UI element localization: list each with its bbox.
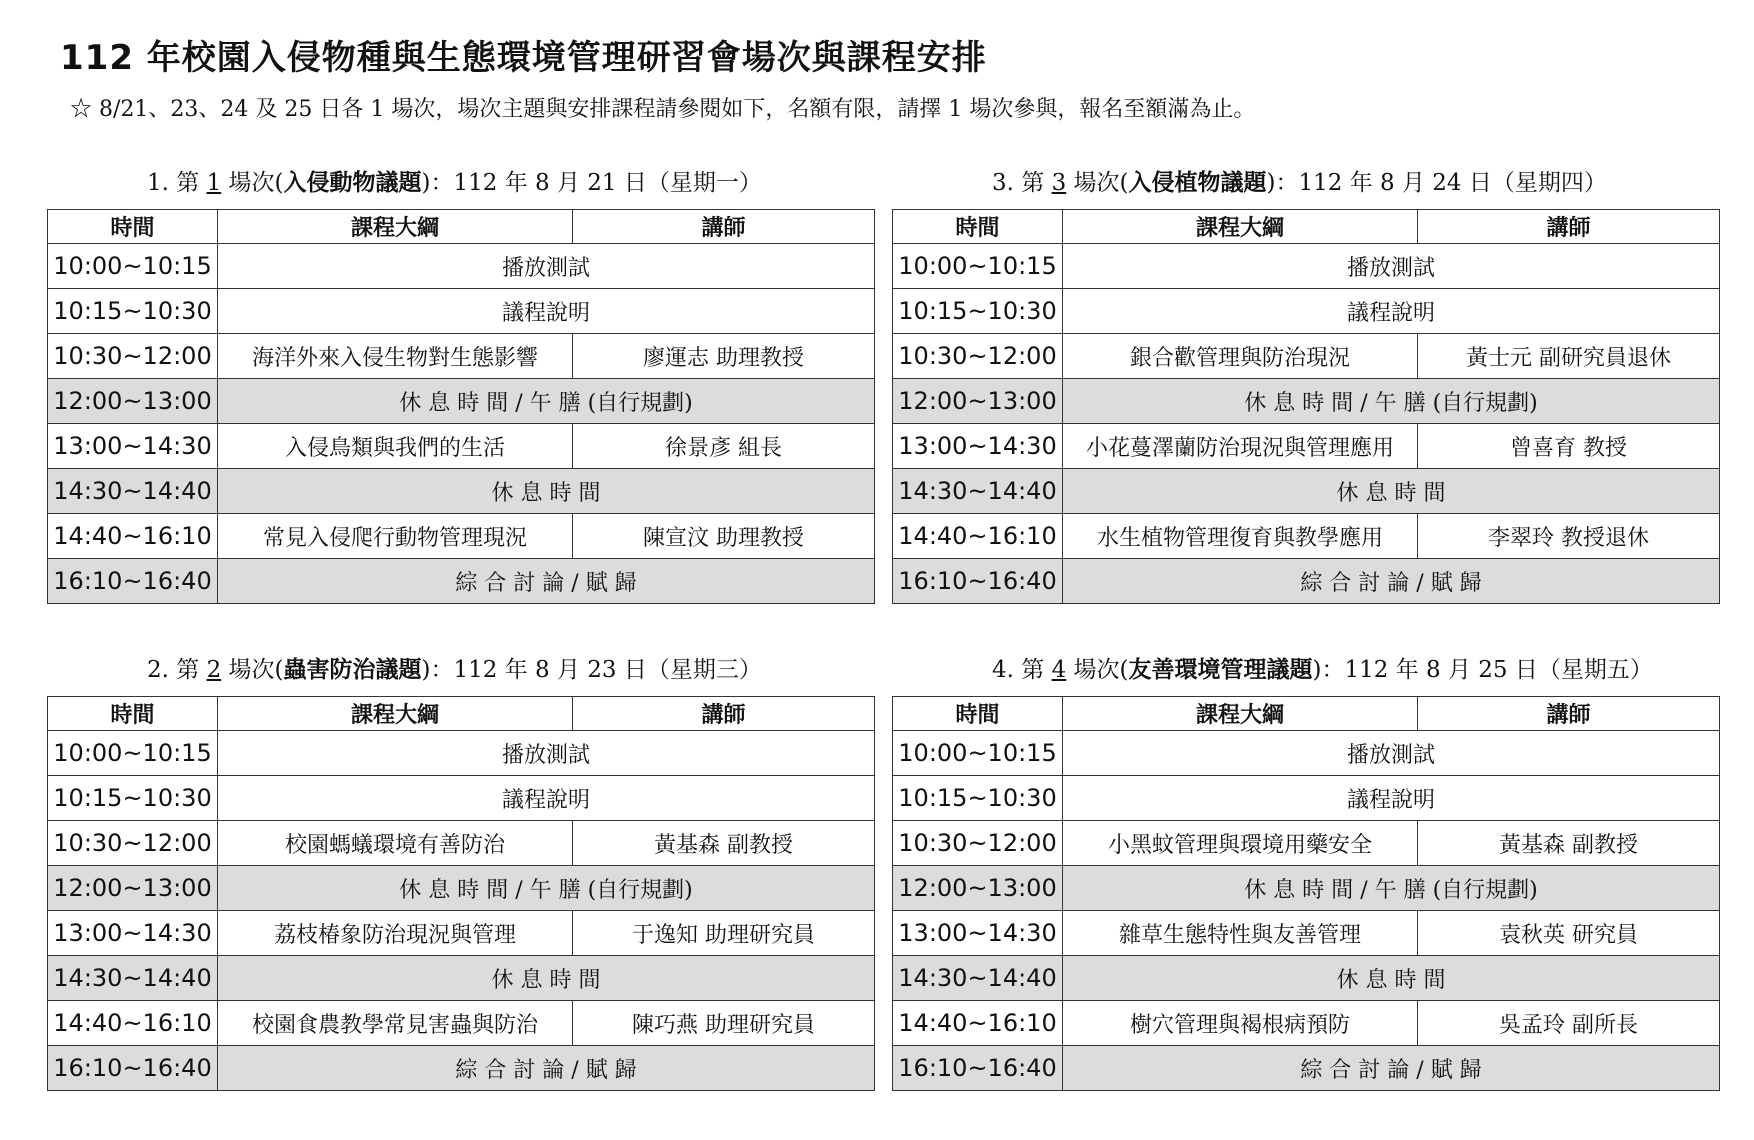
table-row [893,776,1720,821]
speaker-cell: 袁秋英 研究員 [1418,911,1720,956]
time-cell: 10:15~10:30 [48,289,218,334]
speaker-cell: 吳孟玲 副所長 [1418,1001,1720,1046]
session-heading [47,165,875,201]
speaker-cell: 陳巧燕 助理研究員 [573,1001,875,1046]
table-row [893,866,1720,911]
session-1 [47,165,875,604]
course-cell: 播放測試 [1063,244,1720,289]
speaker-cell: 黃基森 副教授 [573,821,875,866]
time-cell: 14:40~16:10 [48,514,218,559]
course-cell: 荔枝椿象防治現況與管理 [218,911,573,956]
break-cell: 休 息 時 間 / 午 膳 (自行規劃) [1063,866,1720,911]
time-cell: 10:30~12:00 [48,334,218,379]
time-cell: 10:30~12:00 [893,821,1063,866]
course-cell: 校園螞蟻環境有善防治 [218,821,573,866]
table-row [48,379,875,424]
page-title: 112 年校園入侵物種與生態環境管理研習會場次與課程安排 [60,38,987,78]
session-heading [892,652,1720,688]
time-cell: 14:40~16:10 [48,1001,218,1046]
course-cell: 播放測試 [1063,731,1720,776]
course-cell: 播放測試 [218,731,875,776]
time-cell: 14:30~14:40 [893,956,1063,1001]
header-time: 時間 [48,210,218,244]
heading-mid: 場次( [221,170,284,196]
table-row [893,911,1720,956]
course-cell: 入侵鳥類與我們的生活 [218,424,573,469]
break-cell: 休 息 時 間 [218,469,875,514]
table-row [48,1046,875,1091]
course-cell: 水生植物管理復育與教學應用 [1063,514,1418,559]
course-cell: 小花蔓澤蘭防治現況與管理應用 [1063,424,1418,469]
header-time: 時間 [893,697,1063,731]
header-course: 課程大綱 [1063,210,1418,244]
table-row [893,1046,1720,1091]
speaker-cell: 廖運志 助理教授 [573,334,875,379]
break-cell: 綜 合 討 論 / 賦 歸 [218,1046,875,1091]
speaker-cell: 曾喜育 教授 [1418,424,1720,469]
break-cell: 綜 合 討 論 / 賦 歸 [1063,559,1720,604]
time-cell: 16:10~16:40 [893,559,1063,604]
course-cell: 議程說明 [1063,289,1720,334]
schedule-table [892,209,1720,604]
speaker-cell: 黃基森 副教授 [1418,821,1720,866]
time-cell: 13:00~14:30 [893,911,1063,956]
time-cell: 14:40~16:10 [893,1001,1063,1046]
course-cell: 常見入侵爬行動物管理現況 [218,514,573,559]
time-cell: 13:00~14:30 [893,424,1063,469]
time-cell: 12:00~13:00 [48,866,218,911]
session-3 [892,165,1720,604]
table-row [893,956,1720,1001]
time-cell: 16:10~16:40 [48,559,218,604]
schedule-table [47,696,875,1091]
heading-prefix: 4. 第 [992,657,1052,683]
speaker-cell: 黃士元 副研究員退休 [1418,334,1720,379]
time-cell: 14:30~14:40 [48,469,218,514]
heading-mid: 場次( [221,657,284,683]
time-cell: 10:30~12:00 [893,334,1063,379]
table-row [48,514,875,559]
heading-mid: 場次( [1066,170,1129,196]
session-4 [892,652,1720,1091]
session-date: )：112 年 8 月 21 日（星期一） [421,170,762,196]
time-cell: 16:10~16:40 [893,1046,1063,1091]
session-2 [47,652,875,1091]
session-number: 2 [206,657,222,683]
header-speaker: 講師 [573,697,875,731]
header-course: 課程大綱 [218,210,573,244]
course-cell: 議程說明 [218,776,875,821]
header-course: 課程大綱 [218,697,573,731]
session-date: )：112 年 8 月 23 日（星期三） [421,657,762,683]
heading-prefix: 1. 第 [147,170,207,196]
time-cell: 10:00~10:15 [893,731,1063,776]
table-row [48,1001,875,1046]
time-cell: 12:00~13:00 [893,866,1063,911]
speaker-cell: 徐景彥 組長 [573,424,875,469]
session-date: )：112 年 8 月 24 日（星期四） [1266,170,1607,196]
session-number: 3 [1051,170,1067,196]
time-cell: 10:00~10:15 [893,244,1063,289]
course-cell: 樹穴管理與褐根病預防 [1063,1001,1418,1046]
speaker-cell: 李翠玲 教授退休 [1418,514,1720,559]
time-cell: 16:10~16:40 [48,1046,218,1091]
time-cell: 10:00~10:15 [48,731,218,776]
table-row [893,424,1720,469]
session-heading [892,165,1720,201]
time-cell: 14:40~16:10 [893,514,1063,559]
table-row [48,956,875,1001]
time-cell: 14:30~14:40 [48,956,218,1001]
table-row [48,244,875,289]
header-course: 課程大綱 [1063,697,1418,731]
heading-prefix: 3. 第 [992,170,1052,196]
session-topic: 入侵植物議題 [1128,169,1267,196]
speaker-cell: 于逸知 助理研究員 [573,911,875,956]
course-cell: 議程說明 [218,289,875,334]
time-cell: 12:00~13:00 [893,379,1063,424]
course-cell: 小黑蚊管理與環境用藥安全 [1063,821,1418,866]
table-row [893,469,1720,514]
table-row [48,289,875,334]
speaker-cell: 陳宣汶 助理教授 [573,514,875,559]
table-row [48,469,875,514]
session-topic: 蟲害防治議題 [283,656,422,683]
schedule-table [892,696,1720,1091]
time-cell: 10:00~10:15 [48,244,218,289]
table-row [48,334,875,379]
table-row [48,424,875,469]
time-cell: 10:15~10:30 [893,289,1063,334]
table-row [48,559,875,604]
break-cell: 休 息 時 間 [218,956,875,1001]
header-speaker: 講師 [573,210,875,244]
header-speaker: 講師 [1418,210,1720,244]
course-cell: 銀合歡管理與防治現況 [1063,334,1418,379]
time-cell: 12:00~13:00 [48,379,218,424]
table-row [893,244,1720,289]
session-topic: 入侵動物議題 [283,169,422,196]
time-cell: 10:30~12:00 [48,821,218,866]
course-cell: 海洋外來入侵生物對生態影響 [218,334,573,379]
table-row [48,821,875,866]
header-time: 時間 [48,697,218,731]
table-row [48,866,875,911]
heading-mid: 場次( [1066,657,1129,683]
course-cell: 議程說明 [1063,776,1720,821]
session-number: 1 [206,170,222,196]
time-cell: 14:30~14:40 [893,469,1063,514]
table-row [893,1001,1720,1046]
time-cell: 10:15~10:30 [48,776,218,821]
table-row [893,821,1720,866]
break-cell: 休 息 時 間 [1063,469,1720,514]
table-row [893,731,1720,776]
time-cell: 13:00~14:30 [48,424,218,469]
header-time: 時間 [893,210,1063,244]
table-row [893,289,1720,334]
table-row [893,514,1720,559]
session-date: )：112 年 8 月 25 日（星期五） [1312,657,1653,683]
table-row [48,731,875,776]
time-cell: 13:00~14:30 [48,911,218,956]
break-cell: 休 息 時 間 [1063,956,1720,1001]
heading-prefix: 2. 第 [147,657,207,683]
break-cell: 綜 合 討 論 / 賦 歸 [1063,1046,1720,1091]
registration-note: ☆ 8/21、23、24 及 25 日各 1 場次，場次主題與安排課程請參閱如下，名額有限，請擇 1 場次參與，報名至額滿為止。 [70,97,1256,122]
break-cell: 休 息 時 間 / 午 膳 (自行規劃) [218,866,875,911]
break-cell: 休 息 時 間 / 午 膳 (自行規劃) [1063,379,1720,424]
break-cell: 休 息 時 間 / 午 膳 (自行規劃) [218,379,875,424]
session-number: 4 [1051,657,1067,683]
table-row [48,911,875,956]
course-cell: 播放測試 [218,244,875,289]
table-row [893,559,1720,604]
time-cell: 10:15~10:30 [893,776,1063,821]
table-row [893,334,1720,379]
table-row [48,776,875,821]
session-topic: 友善環境管理議題 [1128,656,1313,683]
course-cell: 雜草生態特性與友善管理 [1063,911,1418,956]
table-row [893,379,1720,424]
schedule-table [47,209,875,604]
header-speaker: 講師 [1418,697,1720,731]
break-cell: 綜 合 討 論 / 賦 歸 [218,559,875,604]
course-cell: 校園食農教學常見害蟲與防治 [218,1001,573,1046]
session-heading [47,652,875,688]
